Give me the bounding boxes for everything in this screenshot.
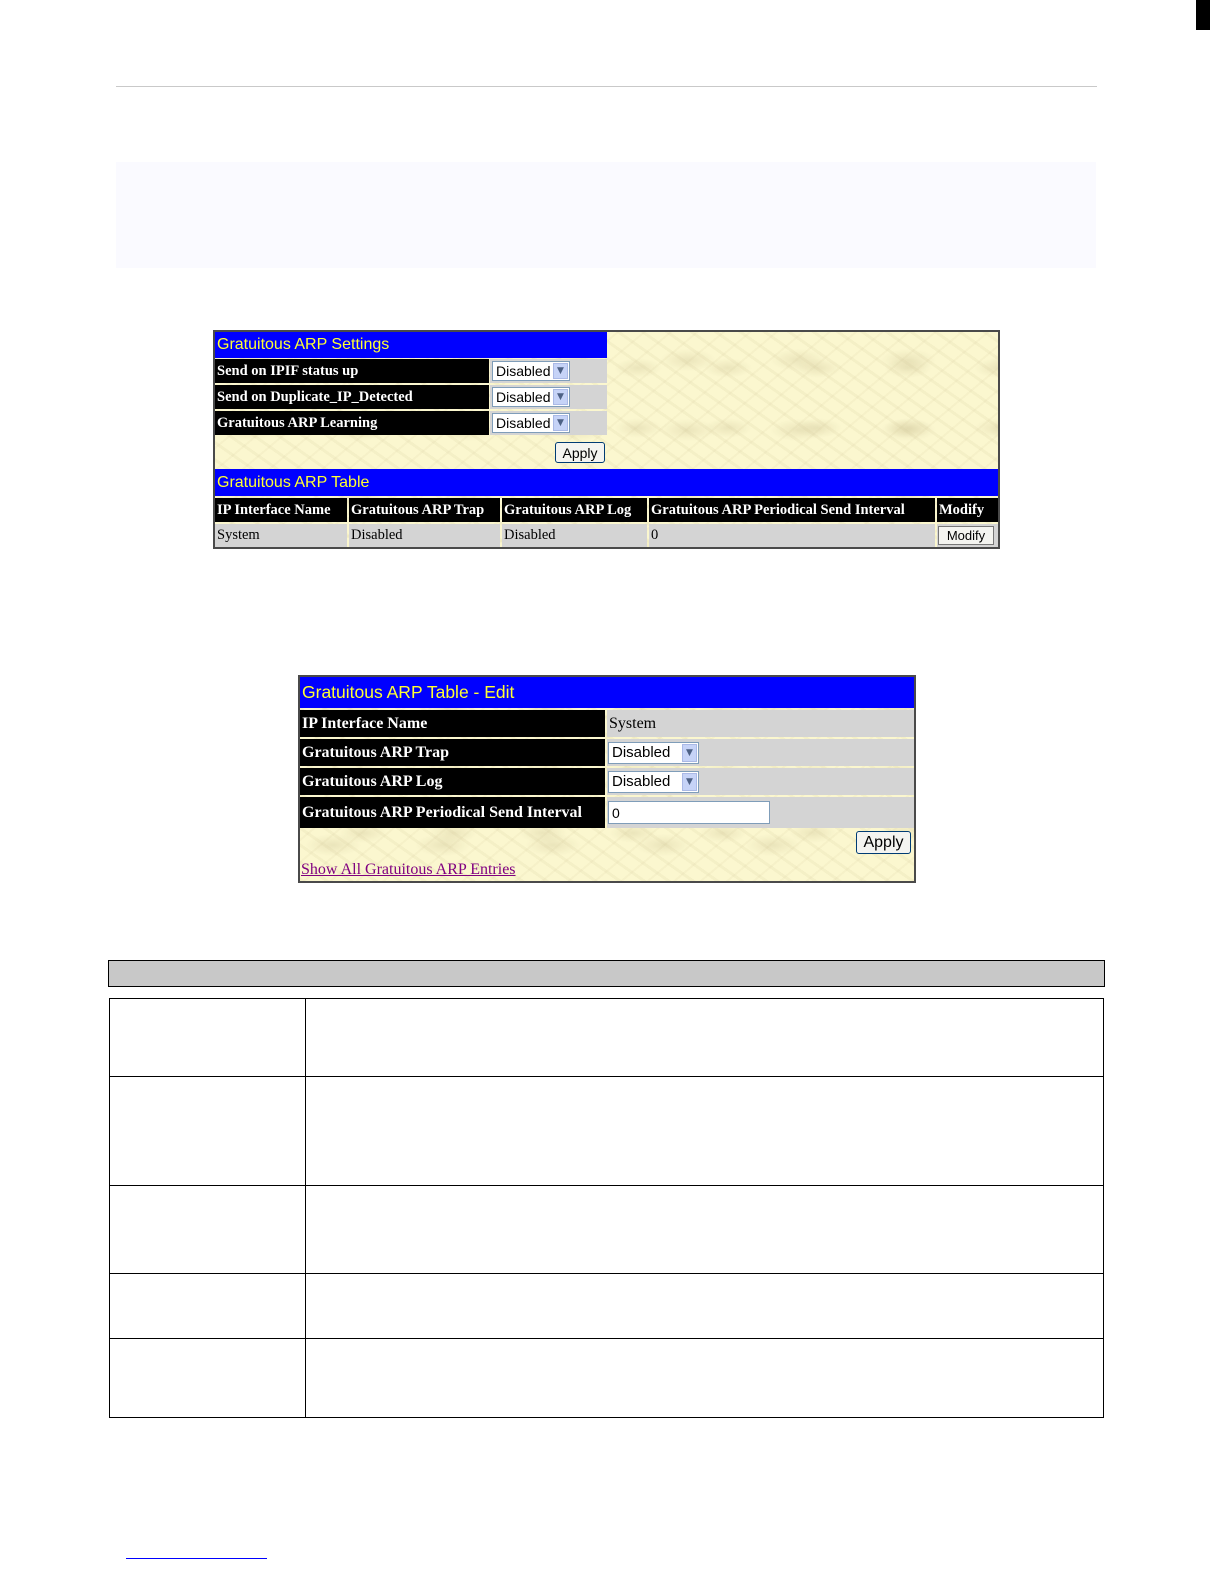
chevron-down-icon: ▼ <box>553 363 568 379</box>
note-box <box>116 162 1096 268</box>
arp-table-title: Gratuitous ARP Table <box>217 473 370 491</box>
edit-trap-label: Gratuitous ARP Trap <box>300 739 605 766</box>
edit-title-bar <box>300 677 914 708</box>
description-row-separator <box>110 1076 1103 1077</box>
description-table-header <box>108 960 1105 987</box>
row-modify-cell <box>937 524 998 547</box>
edit-interval-cell <box>607 797 914 828</box>
send-on-duplicate-ip-label: Send on Duplicate_IP_Detected <box>215 385 489 409</box>
col-modify: Modify <box>937 498 998 522</box>
description-row-separator <box>110 1273 1103 1274</box>
edit-ip-interface-value: System <box>607 710 914 737</box>
row-gratuitous-arp-log: Disabled <box>502 524 647 547</box>
description-table-divider <box>305 999 306 1417</box>
description-row-separator <box>110 1338 1103 1339</box>
interval-input[interactable]: 0 <box>608 801 770 824</box>
header-rule <box>116 86 1097 87</box>
edit-trap-cell <box>607 739 914 766</box>
col-ip-interface-name: IP Interface Name <box>215 498 347 522</box>
arp-table-title-bar <box>215 469 998 496</box>
edit-interval-label: Gratuitous ARP Periodical Send Interval <box>300 797 605 828</box>
edit-apply-button[interactable]: Apply <box>856 831 911 854</box>
settings-apply-button[interactable]: Apply <box>555 442 605 463</box>
show-all-entries-link[interactable]: Show All Gratuitous ARP Entries <box>301 861 516 878</box>
col-gratuitous-arp-trap: Gratuitous ARP Trap <box>349 498 500 522</box>
page-number-tab <box>1196 0 1210 30</box>
row-ip-interface-name: System <box>215 524 347 547</box>
description-table <box>109 998 1104 1418</box>
edit-log-label: Gratuitous ARP Log <box>300 768 605 795</box>
edit-log-cell <box>607 768 914 795</box>
modify-button[interactable]: Modify <box>938 526 994 545</box>
row-periodical-send-interval: 0 <box>649 524 935 547</box>
footer-link-underline <box>126 1558 267 1559</box>
settings-title-bar <box>215 332 607 358</box>
send-on-ipif-cell <box>490 359 607 383</box>
row-gratuitous-arp-trap: Disabled <box>349 524 500 547</box>
send-on-ipif-select[interactable]: Disabled ▼ <box>492 361 570 381</box>
gratuitous-arp-settings-panel <box>213 330 1000 549</box>
chevron-down-icon: ▼ <box>553 389 568 405</box>
gratuitous-arp-learning-select[interactable]: Disabled ▼ <box>492 413 570 433</box>
gratuitous-arp-table-edit-panel <box>298 675 916 883</box>
send-on-duplicate-ip-select[interactable]: Disabled ▼ <box>492 387 570 407</box>
edit-ip-interface-label: IP Interface Name <box>300 710 605 737</box>
edit-log-select[interactable]: Disabled ▼ <box>608 771 699 793</box>
edit-trap-select[interactable]: Disabled ▼ <box>608 742 699 764</box>
gratuitous-arp-learning-cell <box>490 411 607 435</box>
gratuitous-arp-learning-label: Gratuitous ARP Learning <box>215 411 489 435</box>
col-gratuitous-arp-log: Gratuitous ARP Log <box>502 498 647 522</box>
chevron-down-icon: ▼ <box>682 773 697 791</box>
description-row-separator <box>110 1185 1103 1186</box>
chevron-down-icon: ▼ <box>553 415 568 431</box>
col-periodical-send-interval: Gratuitous ARP Periodical Send Interval <box>649 498 935 522</box>
settings-title: Gratuitous ARP Settings <box>217 336 390 353</box>
send-on-ipif-label: Send on IPIF status up <box>215 359 489 383</box>
send-on-duplicate-ip-cell <box>490 385 607 409</box>
edit-title: Gratuitous ARP Table - Edit <box>302 682 515 702</box>
chevron-down-icon: ▼ <box>682 744 697 762</box>
